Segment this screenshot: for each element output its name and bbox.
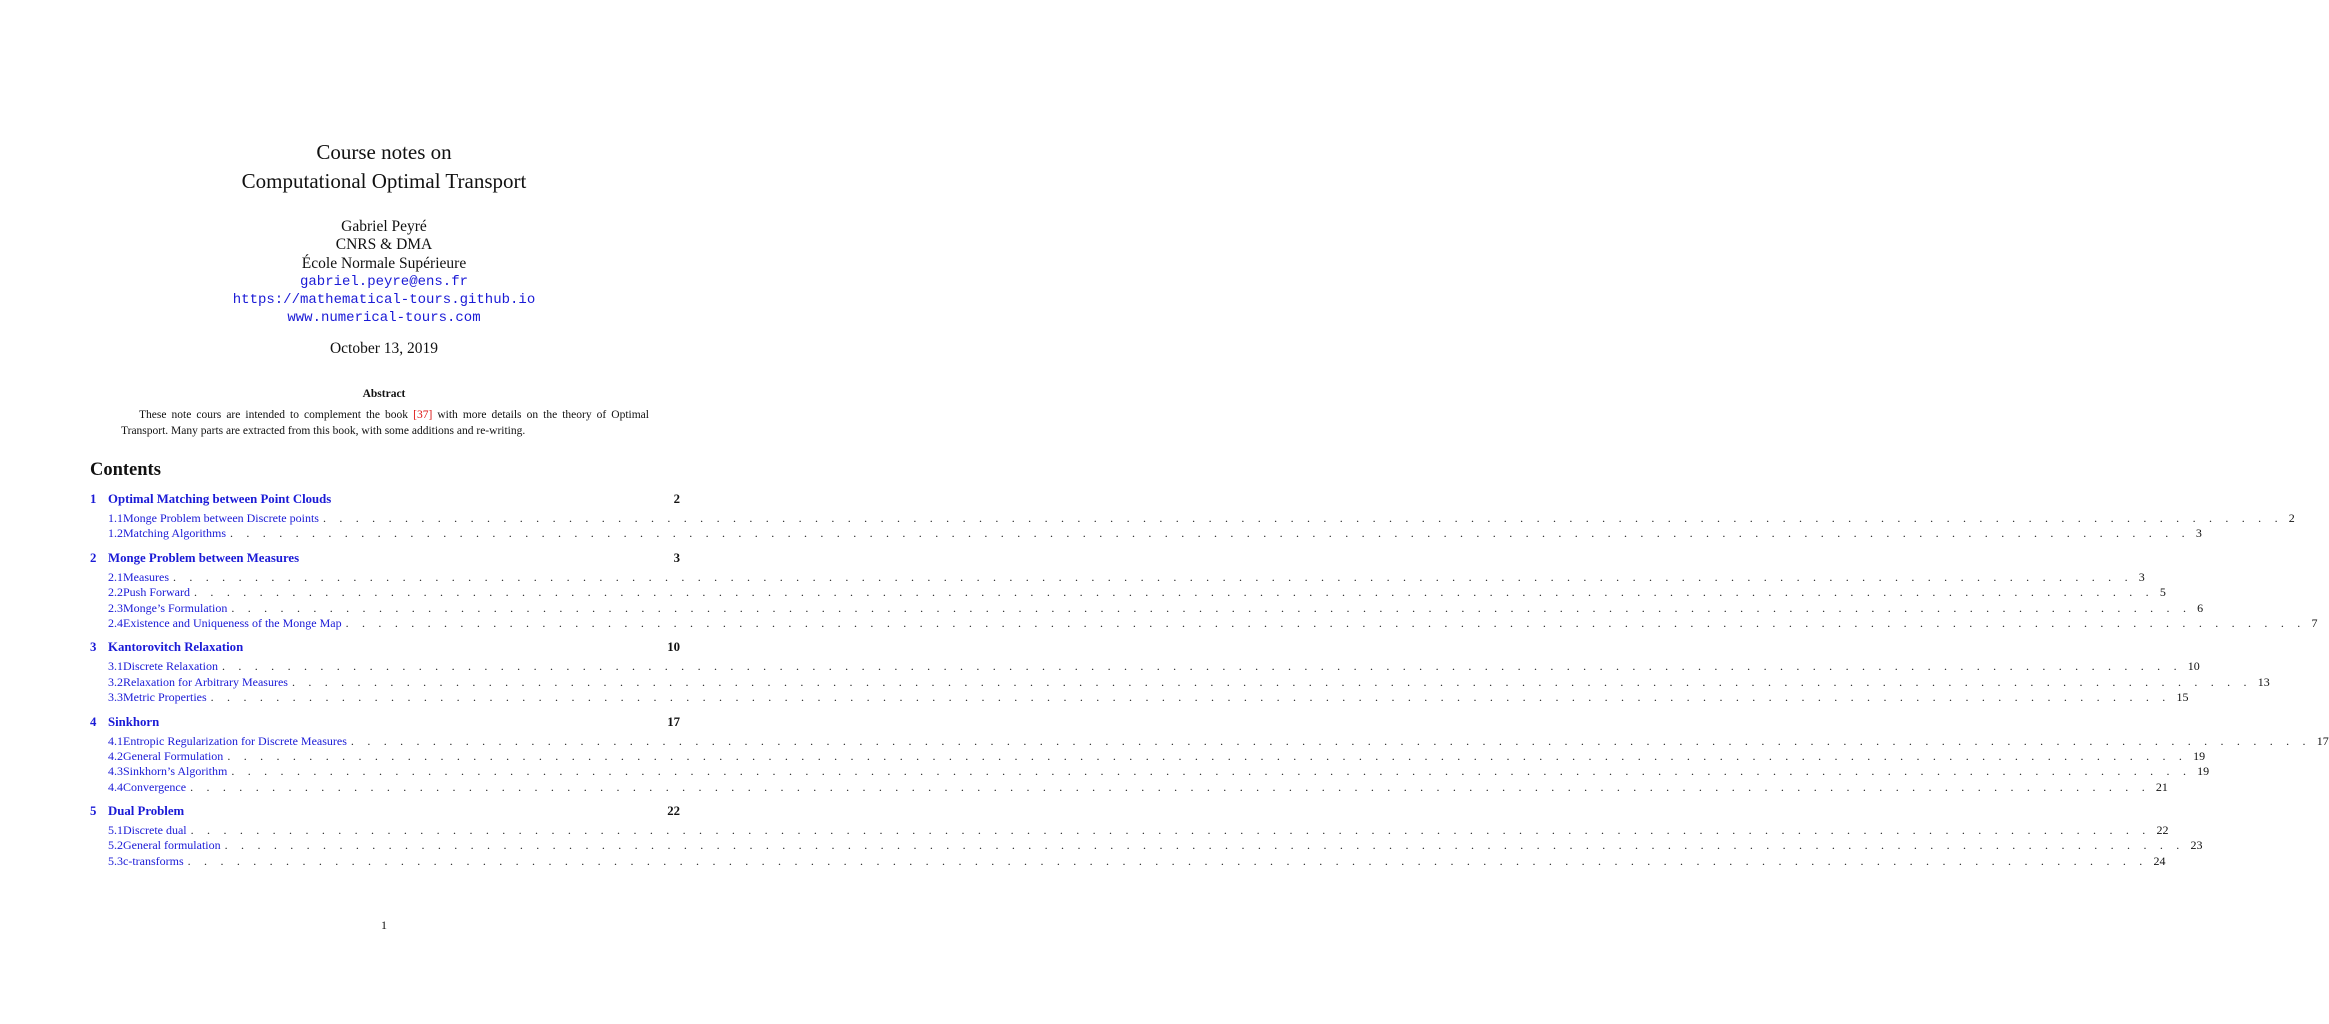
toc-subsection-number: 2.2 — [108, 585, 123, 600]
toc-subsection-title-link[interactable]: Push Forward — [123, 585, 191, 600]
toc-subsection-number: 4.2 — [108, 748, 123, 763]
toc-subsection-title-link[interactable]: General Formulation — [123, 748, 224, 763]
toc-subsection-entry[interactable] — [90, 615, 2318, 631]
toc-leader-dots: . . . . . . . . . . . . . . . . . . . . . . . . . . . . . . . . . . . . . . . . . . . . . . . . . . . . . . . . . . . . . . . . . . . . . . . . . . . . . . . . . . . . . . . . . . . . . . . . . . . . . . . . . . . . . . . . . . . . . . . . — [230, 526, 2190, 541]
toc-subsection-page: 21 — [2155, 779, 2168, 794]
toc-subsection-entry[interactable] — [90, 600, 2204, 616]
toc-section-entry[interactable] — [90, 640, 680, 659]
author-affiliation-2: École Normale Supérieure — [301, 254, 467, 272]
toc-subsection-entry[interactable] — [90, 674, 2270, 690]
toc-subsection-entry[interactable] — [90, 569, 2145, 585]
toc-subsection-number: 4.1 — [108, 733, 123, 748]
toc-subsection-title-link[interactable]: Entropic Regularization for Discrete Measures — [123, 733, 347, 748]
toc-leader-dots: . . . . . . . . . . . . . . . . . . . . . . . . . . . . . . . . . . . . . . . . . . . . . . . . . . . . . . . . . . . . . . . . . . . . . . . . . . . . . . . . . . . . . . . . . . . . . . . . . . . . . . . . . . . . . . . . . . . . . . . . — [291, 674, 2252, 689]
toc-section — [90, 804, 2203, 869]
toc-subsection-number: 5.1 — [108, 823, 123, 838]
toc-subsection-number: 5.3 — [108, 853, 123, 868]
toc-leader-dots: . . . . . . . . . . . . . . . . . . . . . . . . . . . . . . . . . . . . . . . . . . . . . . . . . . . . . . . . . . . . . . . . . . . . . . . . . . . . . . . . . . . . . . . . . . . . . . . . . . . . . . . . . . . . . . . . . . . . . . . . — [231, 764, 2192, 779]
toc-subsection-entry[interactable] — [90, 764, 2210, 779]
toc-subsection-number: 2.1 — [108, 569, 123, 584]
toc-subsection-title-link[interactable]: General formulation — [123, 838, 221, 853]
toc-subsection-entry[interactable] — [90, 659, 2200, 674]
toc-section-number: 4 — [90, 714, 97, 729]
toc-subsection-page: 23 — [2190, 838, 2203, 853]
toc-section-title-link[interactable]: Kantorovitch Relaxation — [108, 640, 244, 655]
title-line-1: Course notes on — [316, 140, 452, 164]
toc-section-entry[interactable] — [90, 551, 680, 570]
toc-leader-dots: . . . . . . . . . . . . . . . . . . . . . . . . . . . . . . . . . . . . . . . . . . . . . . . . . . . . . . . . . . . . . . . . . . . . . . . . . . . . . . . . . . . . . . . . . . . . . . . . . . . . . . . . . . . . . . . . . . . . . . . . — [345, 615, 2306, 630]
toc-subsection-entry[interactable] — [90, 853, 2166, 869]
toc-subsection-page: 2 — [2288, 511, 2295, 525]
toc-leader-dots: . . . . . . . . . . . . . . . . . . . . . . . . . . . . . . . . . . . . . . . . . . . . . . . . . . . . . . . . . . . . . . . . . . . . . . . . . . . . . . . . . . . . . . . . . . . . . . . . . . . . . . . . . . . . . . . . . . . . . . . . — [190, 779, 2150, 794]
citation-link[interactable]: [37] — [413, 409, 433, 421]
toc-subsection-entry[interactable] — [90, 511, 2295, 526]
toc-subsection-entry[interactable] — [90, 733, 2329, 749]
toc-subsection-title-link[interactable]: Monge’s Formulation — [123, 600, 228, 615]
toc-section-page: 3 — [673, 550, 680, 565]
toc-subsection-page: 22 — [2156, 823, 2169, 838]
toc-subsection-title-link[interactable]: Metric Properties — [123, 690, 207, 705]
toc-leader-dots: . . . . . . . . . . . . . . . . . . . . . . . . . . . . . . . . . . . . . . . . . . . . . . . . . . . . . . . . . . . . . . . . . . . . . . . . . . . . . . . . . . . . . . . . . . . . . . . . . . . . . . . . . . . . . . . . . . . . . . . . — [221, 659, 2182, 674]
toc-subsection-page: 17 — [2316, 733, 2329, 748]
author-affiliation-1: CNRS & DMA — [335, 236, 433, 254]
toc-subsection-number: 2.3 — [108, 600, 123, 615]
page-number: 1 — [381, 918, 387, 932]
toc-section-page: 2 — [673, 492, 680, 506]
toc-subsection-entry[interactable] — [90, 838, 2203, 853]
toc-leader-dots: . . . . . . . . . . . . . . . . . . . . . . . . . . . . . . . . . . . . . . . . . . . . . . . . . . . . . . . . . . . . . . . . . . . . . . . . . . . . . . . . . . . . . . . . . . . . . . . . . . . . . . . . . . . . . . . . . . . . . . . . — [322, 511, 2283, 525]
document-title — [0, 138, 768, 196]
toc-section-title-link[interactable]: Sinkhorn — [108, 714, 160, 729]
toc-section-number: 1 — [90, 492, 97, 506]
toc-subsection-entry[interactable] — [90, 585, 2166, 600]
abstract-text-before: These note cours are intended to complement the book — [139, 409, 414, 421]
toc-subsection-number: 4.3 — [108, 764, 123, 779]
toc-section-number: 5 — [90, 804, 97, 819]
toc-subsection-title-link[interactable]: Discrete Relaxation — [123, 659, 218, 674]
author-url-link-1[interactable]: https://mathematical-tours.github.io — [232, 292, 536, 309]
toc-subsection-title-link[interactable]: Relaxation for Arbitrary Measures — [123, 674, 288, 689]
toc-section — [90, 640, 2270, 705]
contents-heading: Contents — [90, 460, 161, 480]
toc-subsection-number: 3.3 — [108, 690, 123, 705]
toc-subsection-page: 13 — [2257, 674, 2270, 689]
toc-subsection-page: 7 — [2311, 615, 2318, 630]
toc-subsection-page: 3 — [2138, 569, 2145, 584]
toc-subsection-entry[interactable] — [90, 748, 2206, 764]
toc-leader-dots: . . . . . . . . . . . . . . . . . . . . . . . . . . . . . . . . . . . . . . . . . . . . . . . . . . . . . . . . . . . . . . . . . . . . . . . . . . . . . . . . . . . . . . . . . . . . . . . . . . . . . . . . . . . . . . . . . . . . . . . . — [350, 733, 2311, 748]
toc-leader-dots: . . . . . . . . . . . . . . . . . . . . . . . . . . . . . . . . . . . . . . . . . . . . . . . . . . . . . . . . . . . . . . . . . . . . . . . . . . . . . . . . . . . . . . . . . . . . . . . . . . . . . . . . . . . . . . . . . . . . . . . . — [210, 690, 2171, 705]
toc-subsection-page: 19 — [2193, 748, 2206, 763]
title-line-2: Computational Optimal Transport — [241, 169, 527, 193]
toc-leader-dots: . . . . . . . . . . . . . . . . . . . . . . . . . . . . . . . . . . . . . . . . . . . . . . . . . . . . . . . . . . . . . . . . . . . . . . . . . . . . . . . . . . . . . . . . . . . . . . . . . . . . . . . . . . . . . . . . . . . . . . . . — [187, 853, 2148, 868]
toc-subsection-number: 3.1 — [108, 659, 123, 674]
toc-leader-dots: . . . . . . . . . . . . . . . . . . . . . . . . . . . . . . . . . . . . . . . . . . . . . . . . . . . . . . . . . . . . . . . . . . . . . . . . . . . . . . . . . . . . . . . . . . . . . . . . . . . . . . . . . . . . . . . . . . . . . . . . — [194, 585, 2154, 600]
toc-section-entry[interactable] — [90, 715, 680, 734]
toc-subsection-entry[interactable] — [90, 526, 2202, 541]
toc-subsection-number: 2.4 — [108, 615, 123, 630]
toc-subsection-page: 6 — [2197, 600, 2204, 615]
author-url-link-2[interactable]: www.numerical-tours.com — [287, 310, 481, 327]
toc-subsection-title-link[interactable]: Matching Algorithms — [123, 526, 226, 541]
toc-subsection-page: 15 — [2176, 690, 2189, 705]
toc-subsection-title-link[interactable]: Measures — [123, 569, 169, 584]
author-block — [0, 218, 768, 328]
abstract-text-after: with more details on the theory of Optimal Transport. Many parts are extracted from this book, with some additions and re-writing. — [121, 409, 649, 437]
abstract-heading: Abstract — [362, 388, 406, 400]
toc-subsection-page: 5 — [2159, 585, 2166, 600]
toc-subsection-number: 4.4 — [108, 779, 123, 794]
toc-subsection-number: 1.2 — [108, 526, 123, 541]
toc-subsection-number: 5.2 — [108, 838, 123, 853]
toc-subsection-number: 3.2 — [108, 674, 123, 689]
toc-subsection-page: 10 — [2187, 659, 2200, 674]
toc-section-title-link[interactable]: Optimal Matching between Point Clouds — [108, 492, 332, 506]
toc-subsection-entry[interactable] — [90, 823, 2169, 838]
toc-subsection-page: 19 — [2197, 764, 2210, 779]
toc-leader-dots: . . . . . . . . . . . . . . . . . . . . . . . . . . . . . . . . . . . . . . . . . . . . . . . . . . . . . . . . . . . . . . . . . . . . . . . . . . . . . . . . . . . . . . . . . . . . . . . . . . . . . . . . . . . . . . . . . . . . . . . . — [227, 748, 2188, 763]
toc-section — [90, 492, 2295, 542]
toc-subsection-number: 1.1 — [108, 511, 123, 525]
toc-subsection-entry[interactable] — [90, 690, 2189, 705]
toc-leader-dots: . . . . . . . . . . . . . . . . . . . . . . . . . . . . . . . . . . . . . . . . . . . . . . . . . . . . . . . . . . . . . . . . . . . . . . . . . . . . . . . . . . . . . . . . . . . . . . . . . . . . . . . . . . . . . . . . . . . . . . . . — [224, 838, 2185, 853]
toc-subsection-title-link[interactable]: Existence and Uniqueness of the Monge Map — [123, 615, 342, 630]
toc-leader-dots: . . . . . . . . . . . . . . . . . . . . . . . . . . . . . . . . . . . . . . . . . . . . . . . . . . . . . . . . . . . . . . . . . . . . . . . . . . . . . . . . . . . . . . . . . . . . . . . . . . . . . . . . . . . . . . . . . . . . . . . . — [190, 823, 2151, 838]
author-name: Gabriel Peyré — [341, 218, 427, 235]
toc-section-number: 3 — [90, 640, 97, 655]
author-email-link[interactable]: gabriel.peyre@ens.fr — [299, 273, 469, 290]
table-of-contents — [90, 492, 2329, 878]
toc-section — [90, 714, 2329, 796]
toc-leader-dots: . . . . . . . . . . . . . . . . . . . . . . . . . . . . . . . . . . . . . . . . . . . . . . . . . . . . . . . . . . . . . . . . . . . . . . . . . . . . . . . . . . . . . . . . . . . . . . . . . . . . . . . . . . . . . . . . . . . . . . . . — [172, 569, 2133, 584]
toc-subsection-title-link[interactable]: Monge Problem between Discrete points — [123, 511, 319, 525]
abstract-body — [121, 408, 649, 439]
toc-section-number: 2 — [90, 550, 97, 565]
toc-section-title-link[interactable]: Dual Problem — [108, 804, 185, 819]
toc-subsection-page: 3 — [2195, 526, 2202, 541]
toc-section — [90, 550, 2318, 632]
toc-subsection-title-link[interactable]: Discrete dual — [123, 823, 187, 838]
toc-subsection-entry[interactable] — [90, 779, 2168, 795]
toc-leader-dots: . . . . . . . . . . . . . . . . . . . . . . . . . . . . . . . . . . . . . . . . . . . . . . . . . . . . . . . . . . . . . . . . . . . . . . . . . . . . . . . . . . . . . . . . . . . . . . . . . . . . . . . . . . . . . . . . . . . . . . . . — [231, 600, 2192, 615]
toc-section-title-link[interactable]: Monge Problem between Measures — [108, 550, 300, 565]
toc-section-entry[interactable] — [90, 492, 680, 511]
toc-section-page: 22 — [667, 804, 680, 819]
toc-section-entry[interactable] — [90, 804, 680, 823]
toc-subsection-title-link[interactable]: Sinkhorn’s Algorithm — [123, 764, 228, 779]
toc-section-page: 10 — [667, 640, 680, 655]
toc-section-page: 17 — [667, 714, 680, 729]
document-date: October 13, 2019 — [329, 340, 439, 357]
toc-subsection-page: 24 — [2153, 853, 2166, 868]
toc-subsection-title-link[interactable]: Convergence — [123, 779, 187, 794]
toc-subsection-title-link[interactable]: c-transforms — [123, 853, 184, 868]
